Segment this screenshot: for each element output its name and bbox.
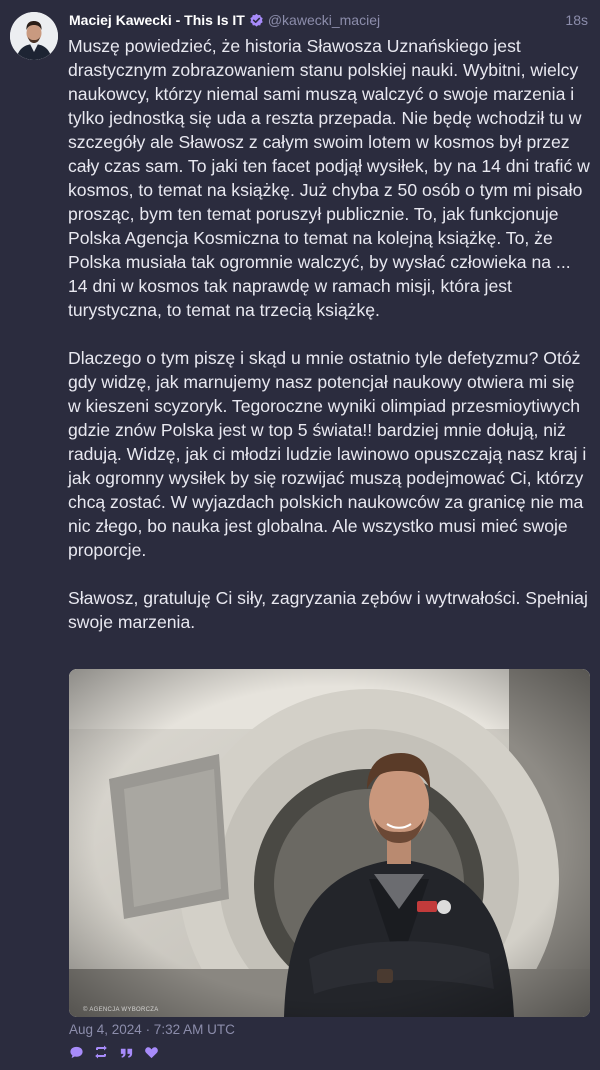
post-paragraph: Muszę powiedzieć, że historia Sławosza Uznańskiego jest drastycznym zobrazowaniem stanu polskiej nauki. Wybitni, wielcy naukowcy, którzy niemal sami muszą walczyć o swoje marzenia i tylko jednostką się uda a reszta przepada. Nie będę wchodził tu w szczegóły ale Sławosz z całym swoim lotem w kosmos był przez cały czas sam. To jaki ten facet podjął wysiłek, by na 14 dni trafić w kosmos, to temat na książkę. Już chyba z 50 osób o tym mi pisało prosząc, bym ten temat poruszył publicznie. To, jak funkcjonuje Polska Agencja Kosmiczna to temat na kolejną książkę. To, że Polska musiała tak ogromnie walczyć, by wysłać człowieka na ... 14 dni w kosmos tak naprawdę w ramach misji, która jest turystyczna, to temat na trzecią książkę.: [68, 36, 590, 320]
post-paragraph: Sławosz, gratuluję Ci siły, zagryzania zębów i wytrwałości. Spełniaj swoje marzenia.: [68, 588, 588, 632]
post-image[interactable]: [69, 669, 590, 1017]
repost-icon[interactable]: [93, 1044, 109, 1060]
post-relative-time[interactable]: 18s: [565, 12, 588, 28]
astronaut-photo: [69, 669, 590, 1017]
avatar[interactable]: [10, 12, 58, 60]
user-handle[interactable]: @kawecki_maciej: [267, 12, 381, 28]
avatar-portrait: [10, 12, 58, 60]
post-paragraph: Dlaczego o tym piszę i skąd u mnie ostatnio tyle defetyzmu? Otóż gdy widzę, jak marnujemy nasz potencjał naukowy otwiera mi się w kieszeni scyzoryk. Tegoroczne wyniki olimpiad przesmioytiwych gdzie znów Polska jest w top 5 świata!! bardziej mnie dołują, niż radują. Widzę, jak ci młodzi ludzie lawinowo opuszczają nasz kraj i jak ogromny wysiłek by się rozwijać muszą podejmować Ci, którzy chcą zostać. W wyjazdach polskich naukowców za granicę nie ma nic złego, bo nauka jest globalna. Ale wszystko musi mieć swoje proporcje.: [68, 348, 587, 560]
post-date[interactable]: Aug 4, 2024 · 7:32 AM UTC: [69, 1022, 235, 1037]
heart-icon[interactable]: [143, 1044, 159, 1060]
post-header: [69, 9, 588, 31]
post-content: [68, 34, 590, 634]
quote-icon[interactable]: [118, 1044, 134, 1060]
display-name[interactable]: Maciej Kawecki - This Is IT: [69, 12, 245, 28]
verified-badge-icon: [249, 13, 264, 28]
post-actions: [68, 1043, 159, 1061]
reply-icon[interactable]: [68, 1044, 84, 1060]
image-watermark: © AGENCJA WYBORCZA: [83, 1007, 159, 1013]
